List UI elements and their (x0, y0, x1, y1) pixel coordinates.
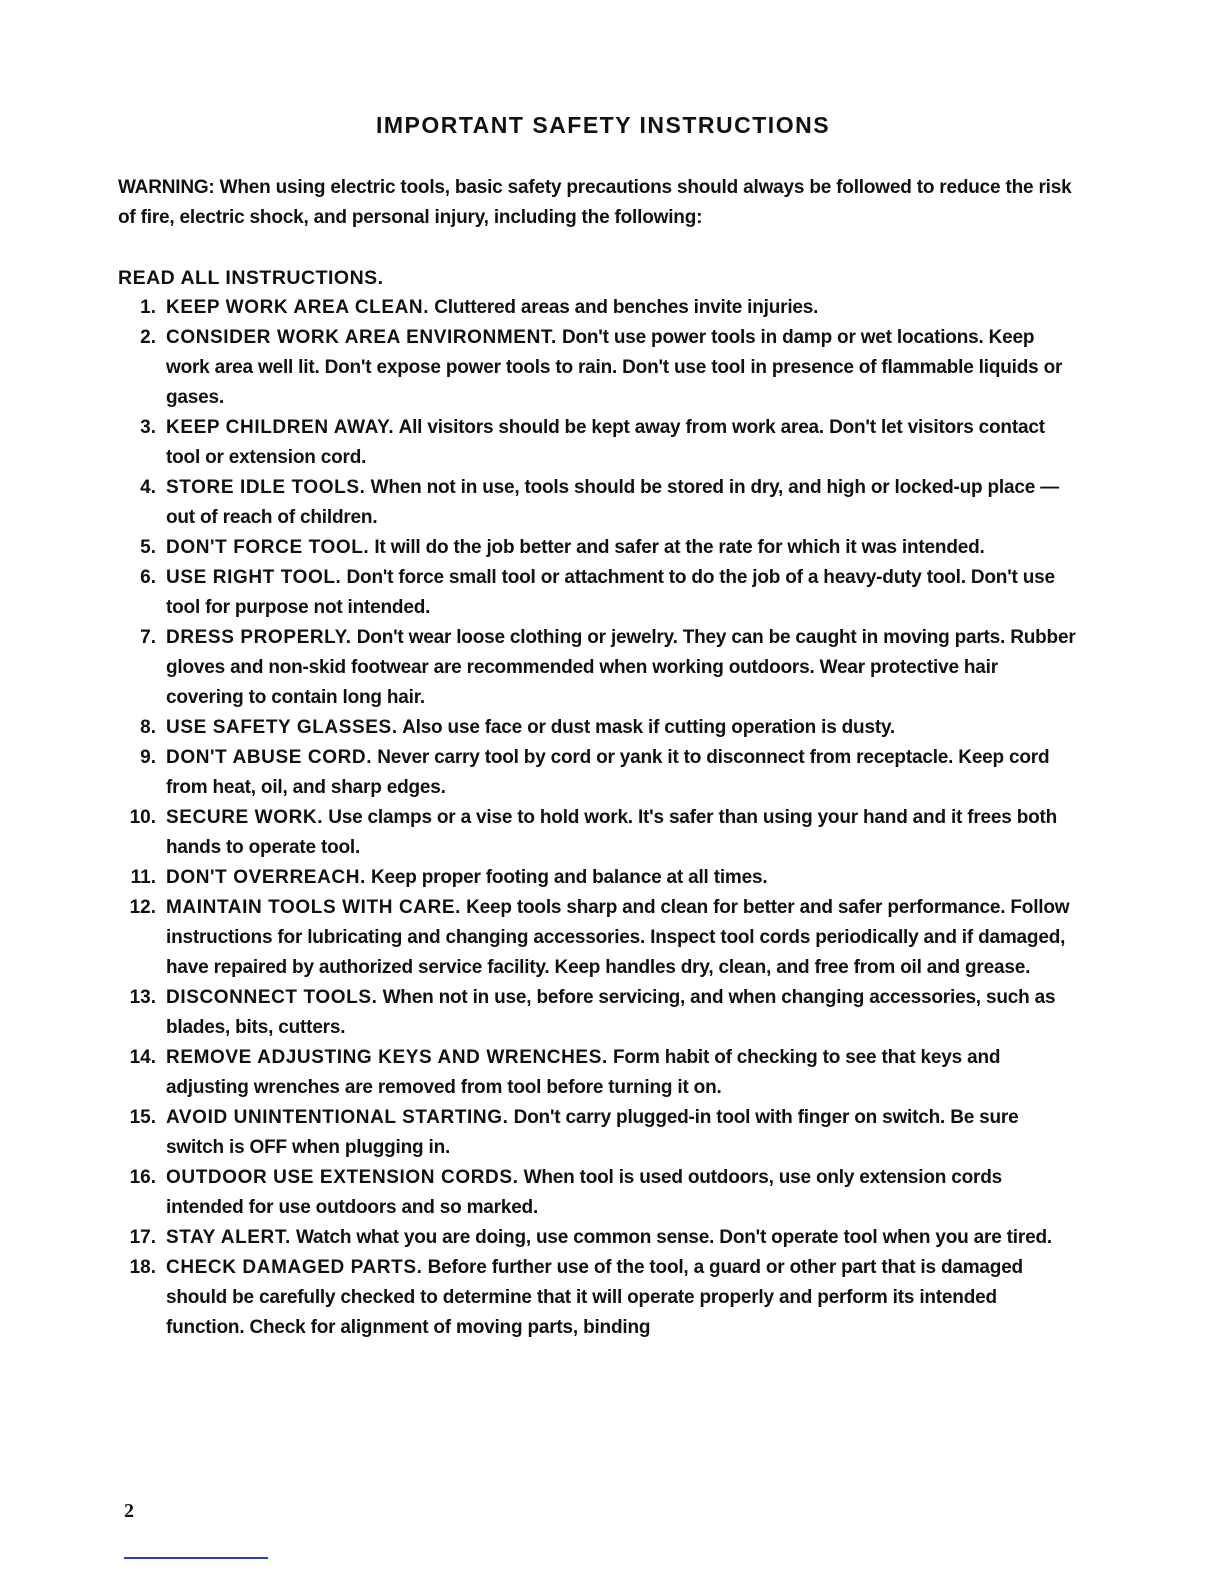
item-number: 4. (140, 477, 156, 498)
list-item (118, 1043, 1078, 1103)
item-text: It will do the job better and safer at the rate for which it was intended. (374, 537, 985, 558)
list-item (118, 893, 1078, 983)
list-item (118, 1103, 1078, 1163)
list-item (118, 413, 1078, 473)
item-heading: STORE IDLE TOOLS. (166, 477, 366, 498)
item-heading: USE SAFETY GLASSES. (166, 717, 398, 738)
item-number: 11. (130, 867, 156, 888)
item-heading: KEEP WORK AREA CLEAN. (166, 297, 430, 318)
item-number: 13. (129, 987, 156, 1008)
item-text: Don't force small tool or attachment to do the job of a heavy-duty tool. Don't use tool for purpose not intended. (166, 567, 1055, 618)
list-item (118, 713, 1078, 743)
item-text: Use clamps or a vise to hold work. It's safer than using your hand and it frees both hands to operate tool. (166, 807, 1058, 858)
item-number: 7. (140, 627, 156, 648)
list-item (118, 803, 1078, 863)
warning-paragraph: WARNING: When using electric tools, basic safety precautions should always be followed to reduce the risk of fire, electric shock, and personal injury, including the following: (118, 177, 1072, 228)
item-text: Also use face or dust mask if cutting operation is dusty. (402, 717, 895, 738)
item-text: Cluttered areas and benches invite injuries. (434, 297, 819, 318)
list-item (118, 623, 1078, 713)
item-heading: STAY ALERT. (166, 1227, 291, 1248)
item-heading: SECURE WORK. (166, 807, 324, 828)
item-number: 10. (129, 807, 156, 828)
item-heading: CHECK DAMAGED PARTS. (166, 1257, 423, 1278)
list-item (118, 743, 1078, 803)
item-number: 2. (140, 327, 156, 348)
item-heading: MAINTAIN TOOLS WITH CARE. (166, 897, 462, 918)
list-item (118, 863, 1078, 893)
item-heading: AVOID UNINTENTIONAL STARTING. (166, 1107, 509, 1128)
list-item (118, 473, 1078, 533)
item-heading: DON'T ABUSE CORD. (166, 747, 373, 768)
item-text: Keep tools sharp and clean for better and safer performance. Follow instructions for lubricating and changing accessories. Inspect tool cords periodically and if damaged, have repaired by authorized service facility. Keep handles dry, clean, and free from oil and grease. (166, 897, 1070, 978)
item-heading: KEEP CHILDREN AWAY. (166, 417, 395, 438)
item-text: Keep proper footing and balance at all times. (371, 867, 768, 888)
page-title: IMPORTANT SAFETY INSTRUCTIONS (375, 112, 831, 138)
item-heading: USE RIGHT TOOL. (166, 567, 342, 588)
list-item (118, 1253, 1078, 1343)
item-number: 9. (140, 747, 156, 768)
item-number: 18. (129, 1257, 156, 1278)
item-heading: DRESS PROPERLY. (166, 627, 352, 648)
list-item (118, 1163, 1078, 1223)
item-number: 3. (140, 417, 156, 438)
item-text: Don't wear loose clothing or jewelry. They can be caught in moving parts. Rubber gloves and non-skid footwear are recommended when working outdoors. Wear protective hair covering to contain long hair. (166, 627, 1076, 708)
item-number: 14. (129, 1047, 156, 1068)
item-number: 12. (129, 897, 156, 918)
read-all-heading: READ ALL INSTRUCTIONS. (118, 267, 384, 289)
item-text: When tool is used outdoors, use only extension cords intended for use outdoors and so marked. (166, 1167, 1002, 1218)
item-text: When not in use, tools should be stored in dry, and high or locked-up place — out of reach of children. (166, 477, 1059, 528)
list-item (118, 563, 1078, 623)
item-number: 15. (129, 1107, 156, 1128)
item-heading: DISCONNECT TOOLS. (166, 987, 378, 1008)
item-heading: REMOVE ADJUSTING KEYS AND WRENCHES. (166, 1047, 608, 1068)
item-number: 8. (140, 717, 156, 738)
item-heading: CONSIDER WORK AREA ENVIRONMENT. (166, 327, 557, 348)
item-text: Don't use power tools in damp or wet locations. Keep work area well lit. Don't expose power tools to rain. Don't use tool in presence of flammable liquids or gases. (166, 327, 1063, 408)
list-item (118, 293, 1078, 323)
list-item (118, 323, 1078, 413)
item-number: 6. (140, 567, 156, 588)
document-page (118, 112, 1078, 1343)
list-item (118, 533, 1078, 563)
instruction-list (118, 293, 1078, 1343)
item-text: When not in use, before servicing, and when changing accessories, such as blades, bits, cutters. (166, 987, 1056, 1038)
item-number: 17. (129, 1227, 156, 1248)
item-text: Never carry tool by cord or yank it to disconnect from receptacle. Keep cord from heat, oil, and sharp edges. (166, 747, 1050, 798)
item-number: 16. (129, 1167, 156, 1188)
item-text: Don't carry plugged-in tool with finger on switch. Be sure switch is OFF when plugging in. (166, 1107, 1019, 1158)
item-heading: DON'T OVERREACH. (166, 867, 366, 888)
item-text: Form habit of checking to see that keys and adjusting wrenches are removed from tool before turning it on. (166, 1047, 1001, 1098)
item-text: Watch what you are doing, use common sense. Don't operate tool when you are tired. (295, 1227, 1052, 1248)
item-number: 5. (140, 537, 156, 558)
item-text: Before further use of the tool, a guard or other part that is damaged should be carefully checked to determine that it will operate properly and perform its intended function. Check for alignment of moving parts, binding (166, 1257, 1023, 1338)
page-number: 2 (124, 1500, 134, 1522)
list-item (118, 983, 1078, 1043)
list-item (118, 1223, 1078, 1253)
footer-rule (124, 1557, 268, 1559)
item-heading: OUTDOOR USE EXTENSION CORDS. (166, 1167, 519, 1188)
item-number: 1. (140, 297, 156, 318)
item-heading: DON'T FORCE TOOL. (166, 537, 370, 558)
item-text: All visitors should be kept away from work area. Don't let visitors contact tool or extension cord. (166, 417, 1045, 468)
